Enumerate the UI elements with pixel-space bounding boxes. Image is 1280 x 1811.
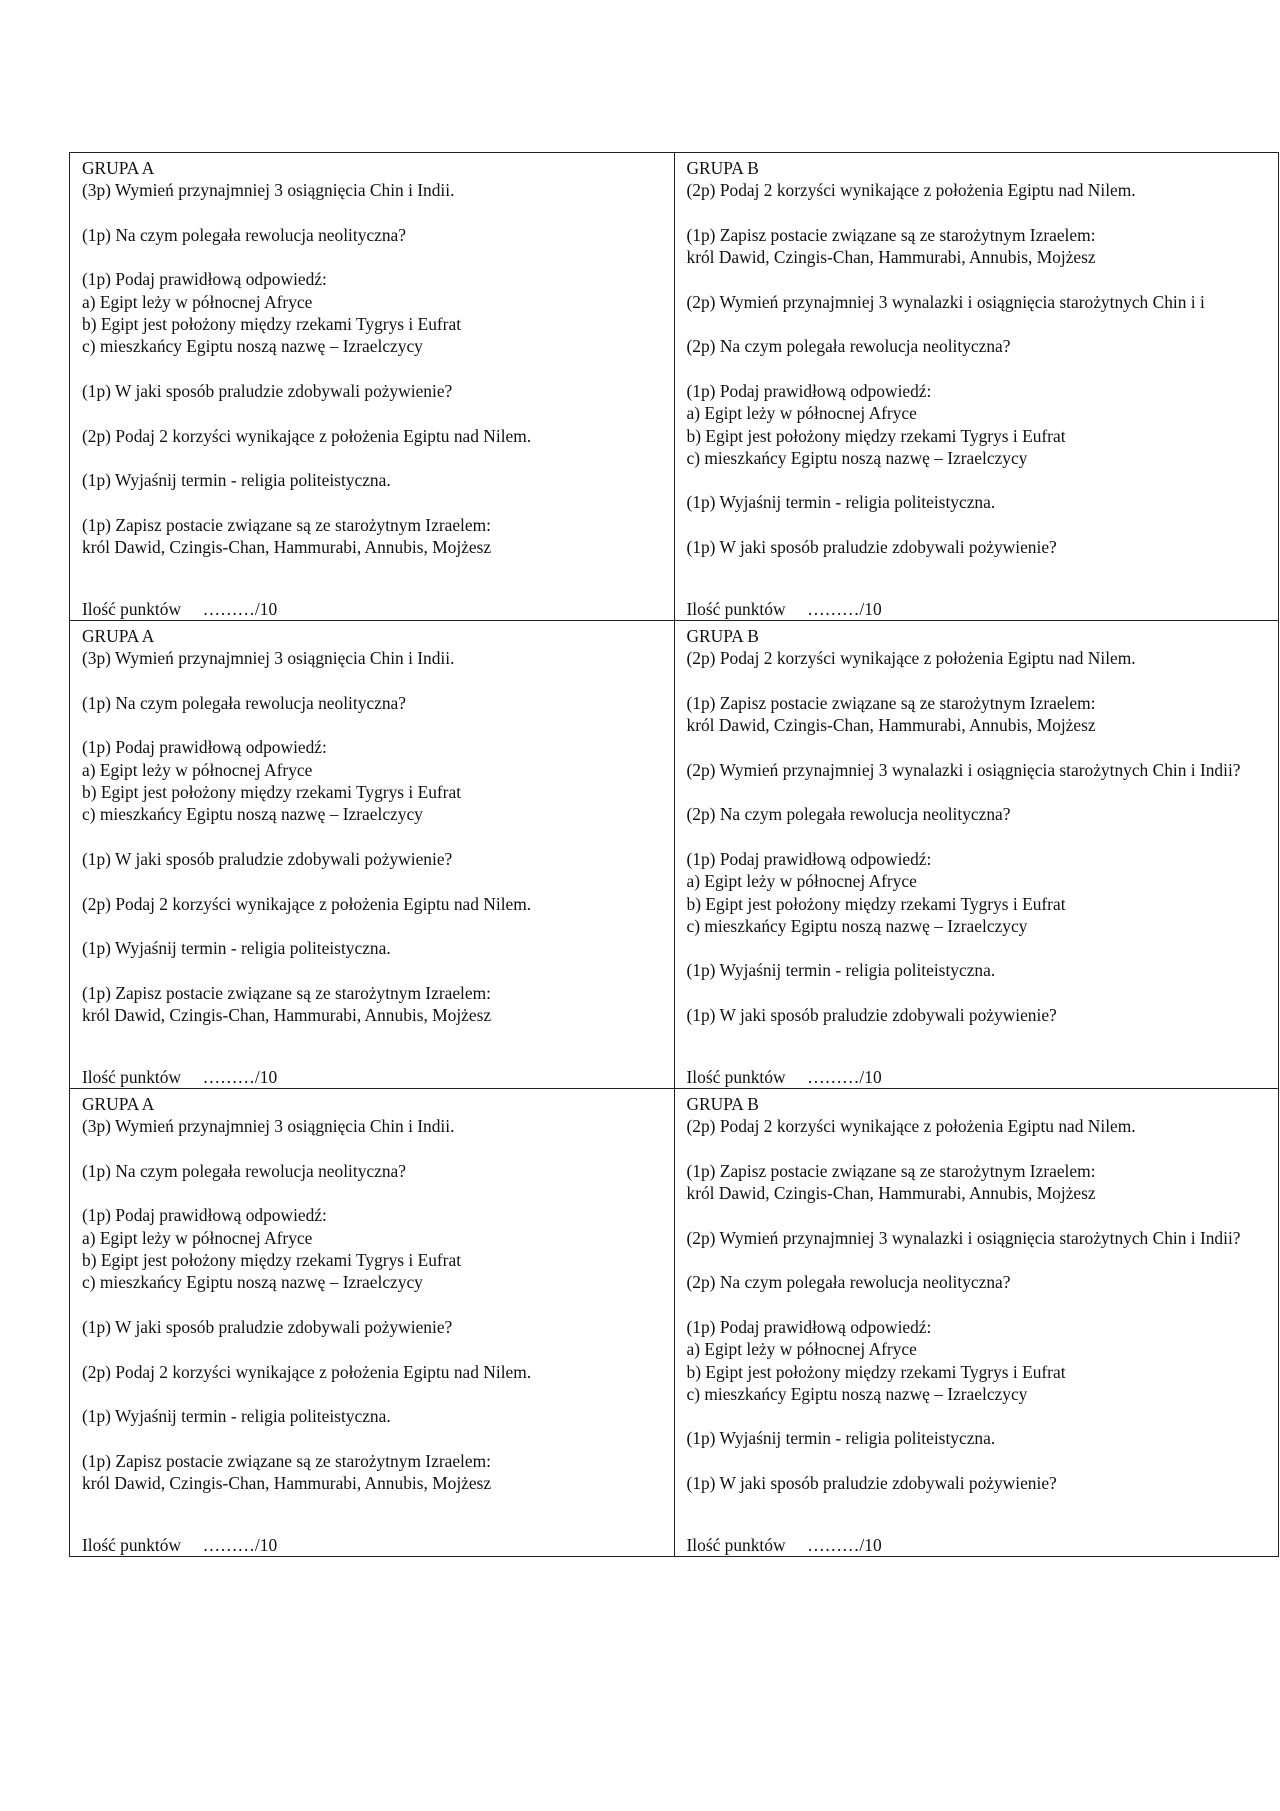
answer-option: c) mieszkańcy Egiptu noszą nazwę – Izraelczycy (686, 447, 1028, 468)
group-title: GRUPA A (82, 158, 155, 178)
score-line: Ilość punktów ………/10 (82, 598, 278, 619)
question-list: król Dawid, Czingis-Chan, Hammurabi, Annubis, Mojżesz (82, 1005, 492, 1026)
answer-option: b) Egipt jest położony między rzekami Tygrys i Eufrat (686, 1361, 1066, 1382)
group-title: GRUPA B (686, 1094, 759, 1114)
group-a-cell (70, 153, 675, 621)
question: (2p) Podaj 2 korzyści wynikające z położenia Egiptu nad Nilem. (82, 425, 532, 446)
question: (1p) Podaj prawidłową odpowiedź: (686, 848, 932, 869)
question-list: król Dawid, Czingis-Chan, Hammurabi, Annubis, Mojżesz (686, 715, 1096, 736)
question: (1p) Zapisz postacie związane są ze starożytnym Izraelem: (82, 1450, 491, 1471)
question: (2p) Wymień przynajmniej 3 wynalazki i osiągnięcia starożytnych Chin i Indii? (686, 759, 1241, 780)
answer-option: a) Egipt leży w północnej Afryce (82, 1227, 313, 1248)
question: (3p) Wymień przynajmniej 3 osiągnięcia Chin i Indii. (82, 1116, 455, 1137)
question-list: król Dawid, Czingis-Chan, Hammurabi, Annubis, Mojżesz (82, 537, 492, 558)
table-row (70, 153, 1279, 621)
question: (2p) Podaj 2 korzyści wynikające z położenia Egiptu nad Nilem. (686, 180, 1136, 201)
question: (2p) Podaj 2 korzyści wynikające z położenia Egiptu nad Nilem. (686, 648, 1136, 669)
question: (1p) Zapisz postacie związane są ze starożytnym Izraelem: (82, 514, 491, 535)
answer-option: c) mieszkańcy Egiptu noszą nazwę – Izraelczycy (82, 1272, 423, 1293)
answer-option: a) Egipt leży w północnej Afryce (82, 291, 313, 312)
group-b-cell (674, 153, 1279, 621)
group-title: GRUPA A (82, 626, 155, 646)
table-row (70, 621, 1279, 1089)
score-line: Ilość punktów ………/10 (686, 1534, 882, 1555)
question: (1p) Zapisz postacie związane są ze starożytnym Izraelem: (82, 982, 491, 1003)
question: (3p) Wymień przynajmniej 3 osiągnięcia Chin i Indii. (82, 180, 455, 201)
question: (1p) Podaj prawidłową odpowiedź: (82, 269, 327, 290)
question: (1p) Zapisz postacie związane są ze starożytnym Izraelem: (686, 224, 1096, 245)
group-b-cell (674, 621, 1279, 1089)
question-list: król Dawid, Czingis-Chan, Hammurabi, Annubis, Mojżesz (686, 1183, 1096, 1204)
group-title: GRUPA B (686, 158, 759, 178)
question: (1p) Na czym polegała rewolucja neolityczna? (82, 224, 406, 245)
answer-option: c) mieszkańcy Egiptu noszą nazwę – Izraelczycy (686, 1383, 1028, 1404)
question: (1p) Na czym polegała rewolucja neolityczna? (82, 692, 406, 713)
answer-option: b) Egipt jest położony między rzekami Tygrys i Eufrat (82, 1250, 462, 1271)
score-line: Ilość punktów ………/10 (82, 1534, 278, 1555)
answer-option: b) Egipt jest położony między rzekami Tygrys i Eufrat (82, 314, 462, 335)
question: (2p) Wymień przynajmniej 3 wynalazki i osiągnięcia starożytnych Chin i Indii? (686, 1227, 1241, 1248)
question: (2p) Podaj 2 korzyści wynikające z położenia Egiptu nad Nilem. (686, 1116, 1136, 1137)
question: (1p) W jaki sposób praludzie zdobywali pożywienie? (82, 848, 453, 869)
answer-option: a) Egipt leży w północnej Afryce (686, 1339, 917, 1360)
group-title: GRUPA A (82, 1094, 155, 1114)
question: (2p) Podaj 2 korzyści wynikające z położenia Egiptu nad Nilem. (82, 1361, 532, 1382)
question: (1p) Wyjaśnij termin - religia politeistyczna. (82, 938, 391, 959)
question: (1p) W jaki sposób praludzie zdobywali pożywienie? (82, 380, 453, 401)
question: (3p) Wymień przynajmniej 3 osiągnięcia Chin i Indii. (82, 648, 455, 669)
answer-option: b) Egipt jest położony między rzekami Tygrys i Eufrat (686, 425, 1066, 446)
answer-option: b) Egipt jest położony między rzekami Tygrys i Eufrat (82, 782, 462, 803)
question: (1p) Wyjaśnij termin - religia politeistyczna. (686, 492, 996, 513)
question: (1p) Wyjaśnij termin - religia politeistyczna. (82, 1406, 391, 1427)
answer-option: a) Egipt leży w północnej Afryce (686, 871, 917, 892)
answer-option: a) Egipt leży w północnej Afryce (82, 759, 313, 780)
question: (2p) Na czym polegała rewolucja neolityczna? (686, 1272, 1011, 1293)
question: (1p) Zapisz postacie związane są ze starożytnym Izraelem: (686, 1160, 1096, 1181)
test-sheet-table (69, 152, 1279, 1557)
question: (1p) Podaj prawidłową odpowiedź: (686, 1316, 932, 1337)
question: (2p) Na czym polegała rewolucja neolityczna? (686, 804, 1011, 825)
answer-option: b) Egipt jest położony między rzekami Tygrys i Eufrat (686, 893, 1066, 914)
question: (2p) Wymień przynajmniej 3 wynalazki i osiągnięcia starożytnych Chin i i (686, 291, 1205, 312)
question: (1p) W jaki sposób praludzie zdobywali pożywienie? (82, 1316, 453, 1337)
question: (1p) Wyjaśnij termin - religia politeistyczna. (82, 470, 391, 491)
question: (1p) W jaki sposób praludzie zdobywali pożywienie? (686, 1005, 1057, 1026)
answer-option: c) mieszkańcy Egiptu noszą nazwę – Izraelczycy (686, 915, 1028, 936)
question-list: król Dawid, Czingis-Chan, Hammurabi, Annubis, Mojżesz (686, 247, 1096, 268)
group-a-cell (70, 1089, 675, 1557)
answer-option: c) mieszkańcy Egiptu noszą nazwę – Izraelczycy (82, 336, 423, 357)
question: (1p) Zapisz postacie związane są ze starożytnym Izraelem: (686, 692, 1096, 713)
table-row (70, 1089, 1279, 1557)
question: (1p) Na czym polegała rewolucja neolityczna? (82, 1160, 406, 1181)
question-list: król Dawid, Czingis-Chan, Hammurabi, Annubis, Mojżesz (82, 1473, 492, 1494)
question: (1p) Podaj prawidłową odpowiedź: (82, 737, 327, 758)
group-a-cell (70, 621, 675, 1089)
question: (1p) Wyjaśnij termin - religia politeistyczna. (686, 960, 996, 981)
score-line: Ilość punktów ………/10 (686, 598, 882, 619)
question: (2p) Podaj 2 korzyści wynikające z położenia Egiptu nad Nilem. (82, 893, 532, 914)
score-line: Ilość punktów ………/10 (686, 1066, 882, 1087)
question: (1p) Wyjaśnij termin - religia politeistyczna. (686, 1428, 996, 1449)
question: (1p) Podaj prawidłową odpowiedź: (686, 380, 932, 401)
score-line: Ilość punktów ………/10 (82, 1066, 278, 1087)
question: (1p) Podaj prawidłową odpowiedź: (82, 1205, 327, 1226)
answer-option: c) mieszkańcy Egiptu noszą nazwę – Izraelczycy (82, 804, 423, 825)
group-title: GRUPA B (686, 626, 759, 646)
answer-option: a) Egipt leży w północnej Afryce (686, 403, 917, 424)
question: (2p) Na czym polegała rewolucja neolityczna? (686, 336, 1011, 357)
question: (1p) W jaki sposób praludzie zdobywali pożywienie? (686, 1473, 1057, 1494)
group-b-cell (674, 1089, 1279, 1557)
question: (1p) W jaki sposób praludzie zdobywali pożywienie? (686, 537, 1057, 558)
